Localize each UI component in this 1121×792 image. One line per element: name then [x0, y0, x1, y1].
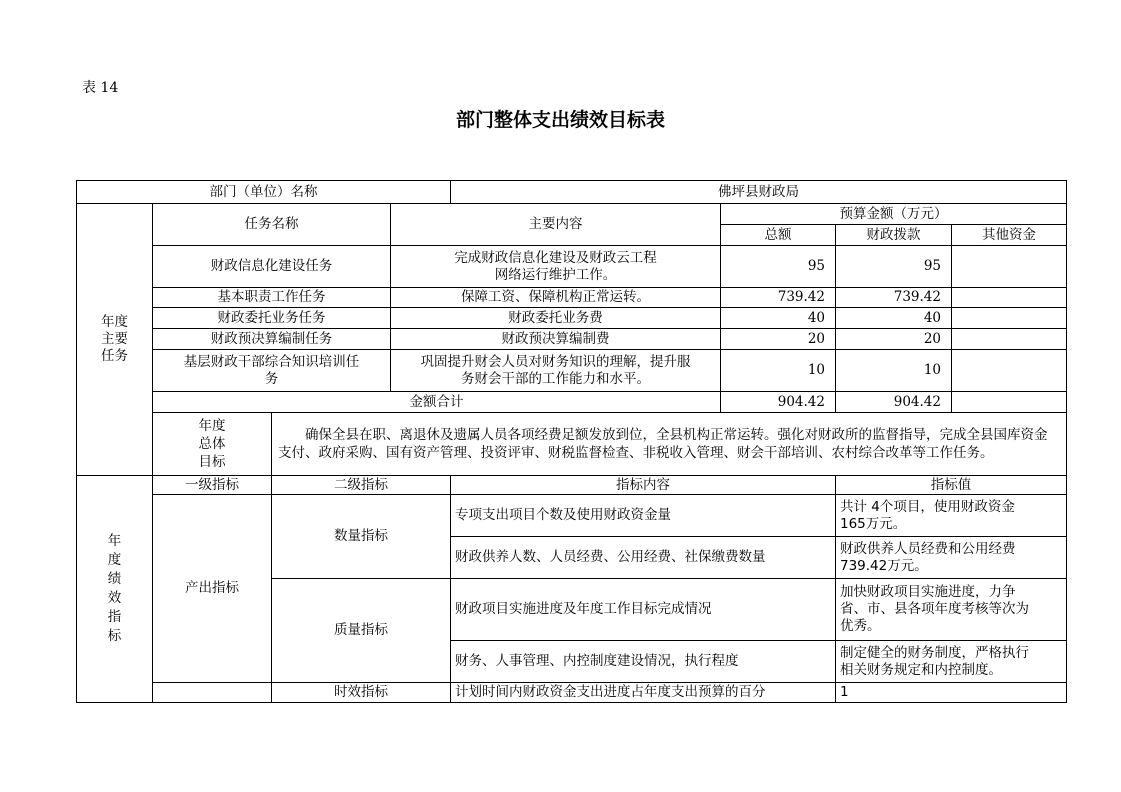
quality-indicator: 质量指标: [272, 579, 451, 683]
table-number: 表 14: [82, 80, 119, 96]
quantity-indicator: 数量指标: [272, 495, 451, 579]
indicator-value: 1: [836, 683, 1067, 703]
col-main-content: 主要内容: [391, 204, 721, 246]
sum-fiscal: 904.42: [836, 392, 952, 413]
annual-goal-text: 确保全县在职、离退休及遗属人员各项经费足额发放到位，全县机构正常运转。强化对财政所的监督指导，完成全县国库资金支付、政府采购、国有资产管理、投资评审、财税监督检查、非税收入管理、财会干部培训、农村综合改革等工作任务。: [278, 427, 1048, 461]
task-name: 基本职责工作任务: [153, 288, 391, 308]
task-fiscal: 739.42: [836, 288, 952, 308]
task-header-row: [77, 204, 1067, 225]
dept-label: 部门（单位）名称: [77, 181, 451, 204]
annual-goal-row: [77, 413, 1067, 476]
task-name: 财政信息化建设任务: [153, 246, 391, 288]
task-total: 20: [721, 329, 836, 350]
col-total: 总额: [721, 225, 836, 246]
indicator-content: 财务、人事管理、内控制度建设情况，执行程度: [451, 641, 836, 683]
col-budget-amount: 预算金额（万元）: [721, 204, 1067, 225]
task-other: [952, 350, 1067, 392]
task-total: 10: [721, 350, 836, 392]
timeliness-indicator: 时效指标: [272, 683, 451, 703]
document-title: 部门整体支出绩效目标表: [455, 109, 665, 131]
output-indicator: 产出指标: [153, 495, 272, 683]
dept-row: [77, 181, 1067, 204]
dept-name: 佛坪县财政局: [451, 181, 1067, 204]
task-fiscal: 95: [836, 246, 952, 288]
task-row: [77, 350, 1067, 392]
indicator-row: [77, 495, 1067, 537]
indicator-header-row: [77, 476, 1067, 495]
annual-goal-cell: [272, 413, 1067, 476]
col-level1-indicator: 一级指标: [153, 476, 272, 495]
col-level2-indicator: 二级指标: [272, 476, 451, 495]
task-content: 完成财政信息化建设及财政云工程 网络运行维护工作。: [391, 246, 721, 288]
task-other: [952, 308, 1067, 329]
task-name: 财政委托业务任务: [153, 308, 391, 329]
sum-label: 金额合计: [153, 392, 721, 413]
task-total: 739.42: [721, 288, 836, 308]
task-fiscal: 40: [836, 308, 952, 329]
section-annual-tasks: 年度 主要 任务: [77, 204, 153, 476]
task-content: 巩固提升财会人员对财务知识的理解，提升服 务财会干部的工作能力和水平。: [391, 350, 721, 392]
task-other: [952, 329, 1067, 350]
task-fiscal: 20: [836, 329, 952, 350]
col-indicator-content: 指标内容: [451, 476, 836, 495]
col-fiscal-allocation: 财政拨款: [836, 225, 952, 246]
task-other: [952, 246, 1067, 288]
indicator-content: 财政供养人数、人员经费、公用经费、社保缴费数量: [451, 537, 836, 579]
task-total: 95: [721, 246, 836, 288]
indicator-value: 制定健全的财务制度，严格执行 相关财务规定和内控制度。: [836, 641, 1067, 683]
col-task-name: 任务名称: [153, 204, 391, 246]
indicator-value: 共计 4个项目，使用财政资金 165万元。: [836, 495, 1067, 537]
sum-total: 904.42: [721, 392, 836, 413]
performance-target-table: [76, 180, 1067, 703]
indicator-content: 财政项目实施进度及年度工作目标完成情况: [451, 579, 836, 641]
task-sum-row: [77, 392, 1067, 413]
indicator-value: 加快财政项目实施进度，力争 省、市、县各项年度考核等次为 优秀。: [836, 579, 1067, 641]
indicator-content: 计划时间内财政资金支出进度占年度支出预算的百分: [451, 683, 836, 703]
col-other-funds: 其他资金: [952, 225, 1067, 246]
indicator-row: [77, 683, 1067, 703]
task-name: 基层财政干部综合知识培训任 务: [153, 350, 391, 392]
task-row: [77, 246, 1067, 288]
sum-other: [952, 392, 1067, 413]
task-content: 保障工资、保障机构正常运转。: [391, 288, 721, 308]
task-other: [952, 288, 1067, 308]
task-content: 财政预决算编制费: [391, 329, 721, 350]
section-performance-indicators: 年 度 绩 效 指 标: [77, 476, 153, 703]
task-total: 40: [721, 308, 836, 329]
task-row: [77, 329, 1067, 350]
col-indicator-value: 指标值: [836, 476, 1067, 495]
output-indicator-continued: [153, 683, 272, 703]
task-fiscal: 10: [836, 350, 952, 392]
task-content: 财政委托业务费: [391, 308, 721, 329]
indicator-value: 财政供养人员经费和公用经费 739.42万元。: [836, 537, 1067, 579]
section-annual-goal: 年度 总体 目标: [153, 413, 272, 476]
task-name: 财政预决算编制任务: [153, 329, 391, 350]
task-row: [77, 288, 1067, 308]
task-row: [77, 308, 1067, 329]
indicator-content: 专项支出项目个数及使用财政资金量: [451, 495, 836, 537]
